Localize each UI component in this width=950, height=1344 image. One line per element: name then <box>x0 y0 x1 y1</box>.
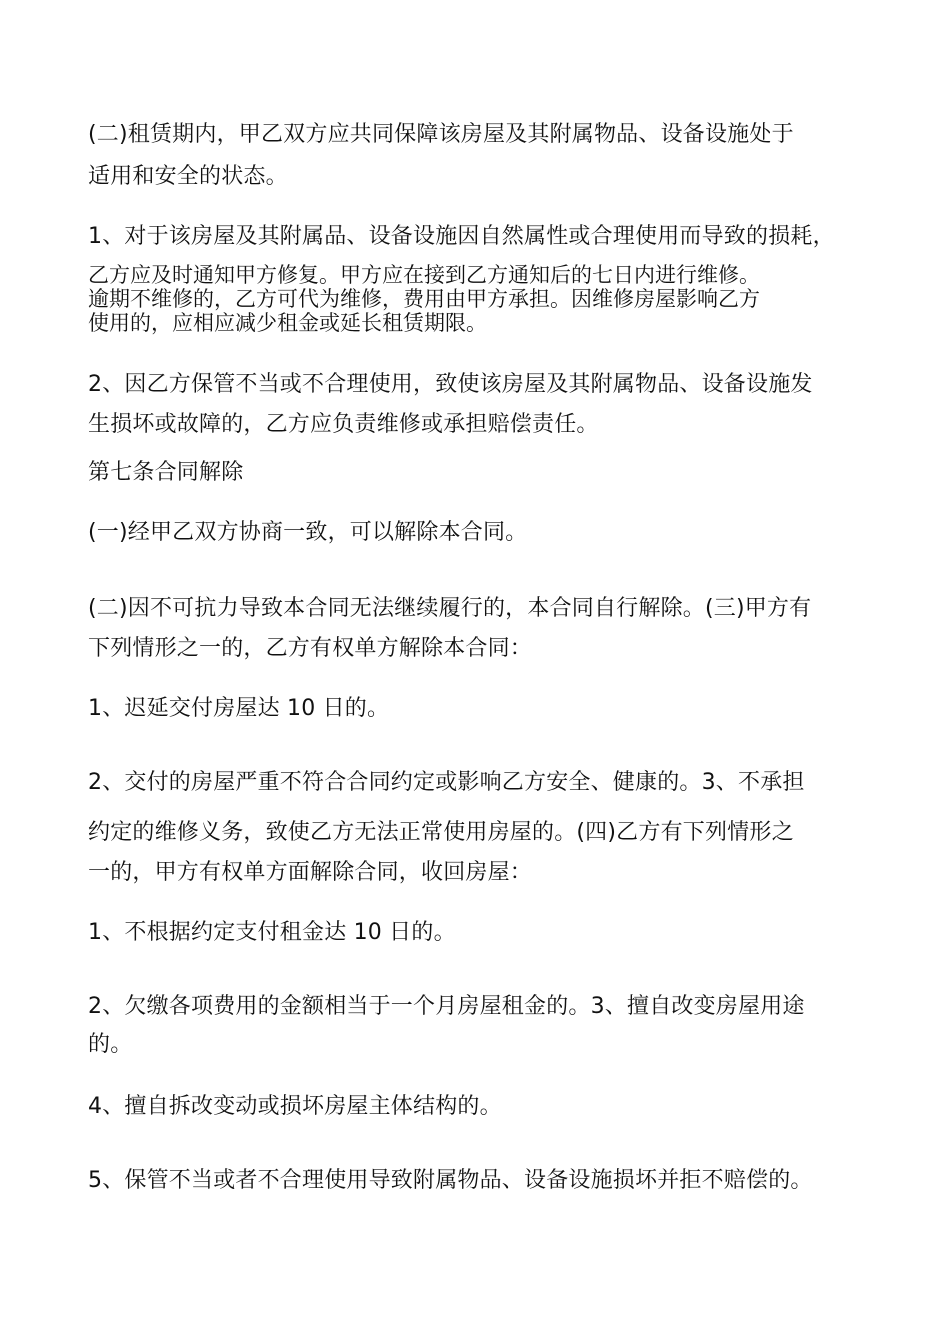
text-line: 适用和安全的状态。 <box>88 164 288 189</box>
text-line: 逾期不维修的，乙方可代为维修，费用由甲方承担。因维修房屋影响乙方 <box>88 287 760 311</box>
section-heading: 第七条合同解除 <box>88 460 244 485</box>
text-line: 1、迟延交付房屋达 10 日的。 <box>88 696 390 721</box>
text-line: 使用的，应相应减少租金或延长租赁期限。 <box>88 311 487 335</box>
text-line: (二)因不可抗力导致本合同无法继续履行的，本合同自行解除。(三)甲方有 <box>88 596 812 621</box>
text-line: 生损坏或故障的，乙方应负责维修或承担赔偿责任。 <box>88 412 599 437</box>
text-line: 4、擅自拆改变动或损坏房屋主体结构的。 <box>88 1094 502 1119</box>
text-line: 1、对于该房屋及其附属品、设备设施因自然属性或合理使用而导致的损耗， <box>88 224 835 249</box>
text-line: 下列情形之一的，乙方有权单方解除本合同： <box>88 636 533 661</box>
text-line: 一的，甲方有权单方面解除合同，收回房屋： <box>88 860 533 885</box>
text-line: (二)租赁期内，甲乙双方应共同保障该房屋及其附属物品、设备设施处于 <box>88 122 794 147</box>
text-line: 2、欠缴各项费用的金额相当于一个月房屋租金的。3、擅自改变房屋用途 <box>88 994 805 1019</box>
text-line: 乙方应及时通知甲方修复。甲方应在接到乙方通知后的七日内进行维修。 <box>88 263 760 287</box>
text-line: (一)经甲乙双方协商一致，可以解除本合同。 <box>88 520 528 545</box>
text-line: 约定的维修义务，致使乙方无法正常使用房屋的。(四)乙方有下列情形之 <box>88 820 794 845</box>
text-line: 5、保管不当或者不合理使用导致附属物品、设备设施损坏并拒不赔偿的。 <box>88 1168 813 1193</box>
text-line: 2、交付的房屋严重不符合合同约定或影响乙方安全、健康的。3、不承担 <box>88 770 805 795</box>
text-line: 1、不根据约定支付租金达 10 日的。 <box>88 920 456 945</box>
text-line: 的。 <box>88 1032 133 1057</box>
text-line: 2、因乙方保管不当或不合理使用，致使该房屋及其附属物品、设备设施发 <box>88 372 813 397</box>
